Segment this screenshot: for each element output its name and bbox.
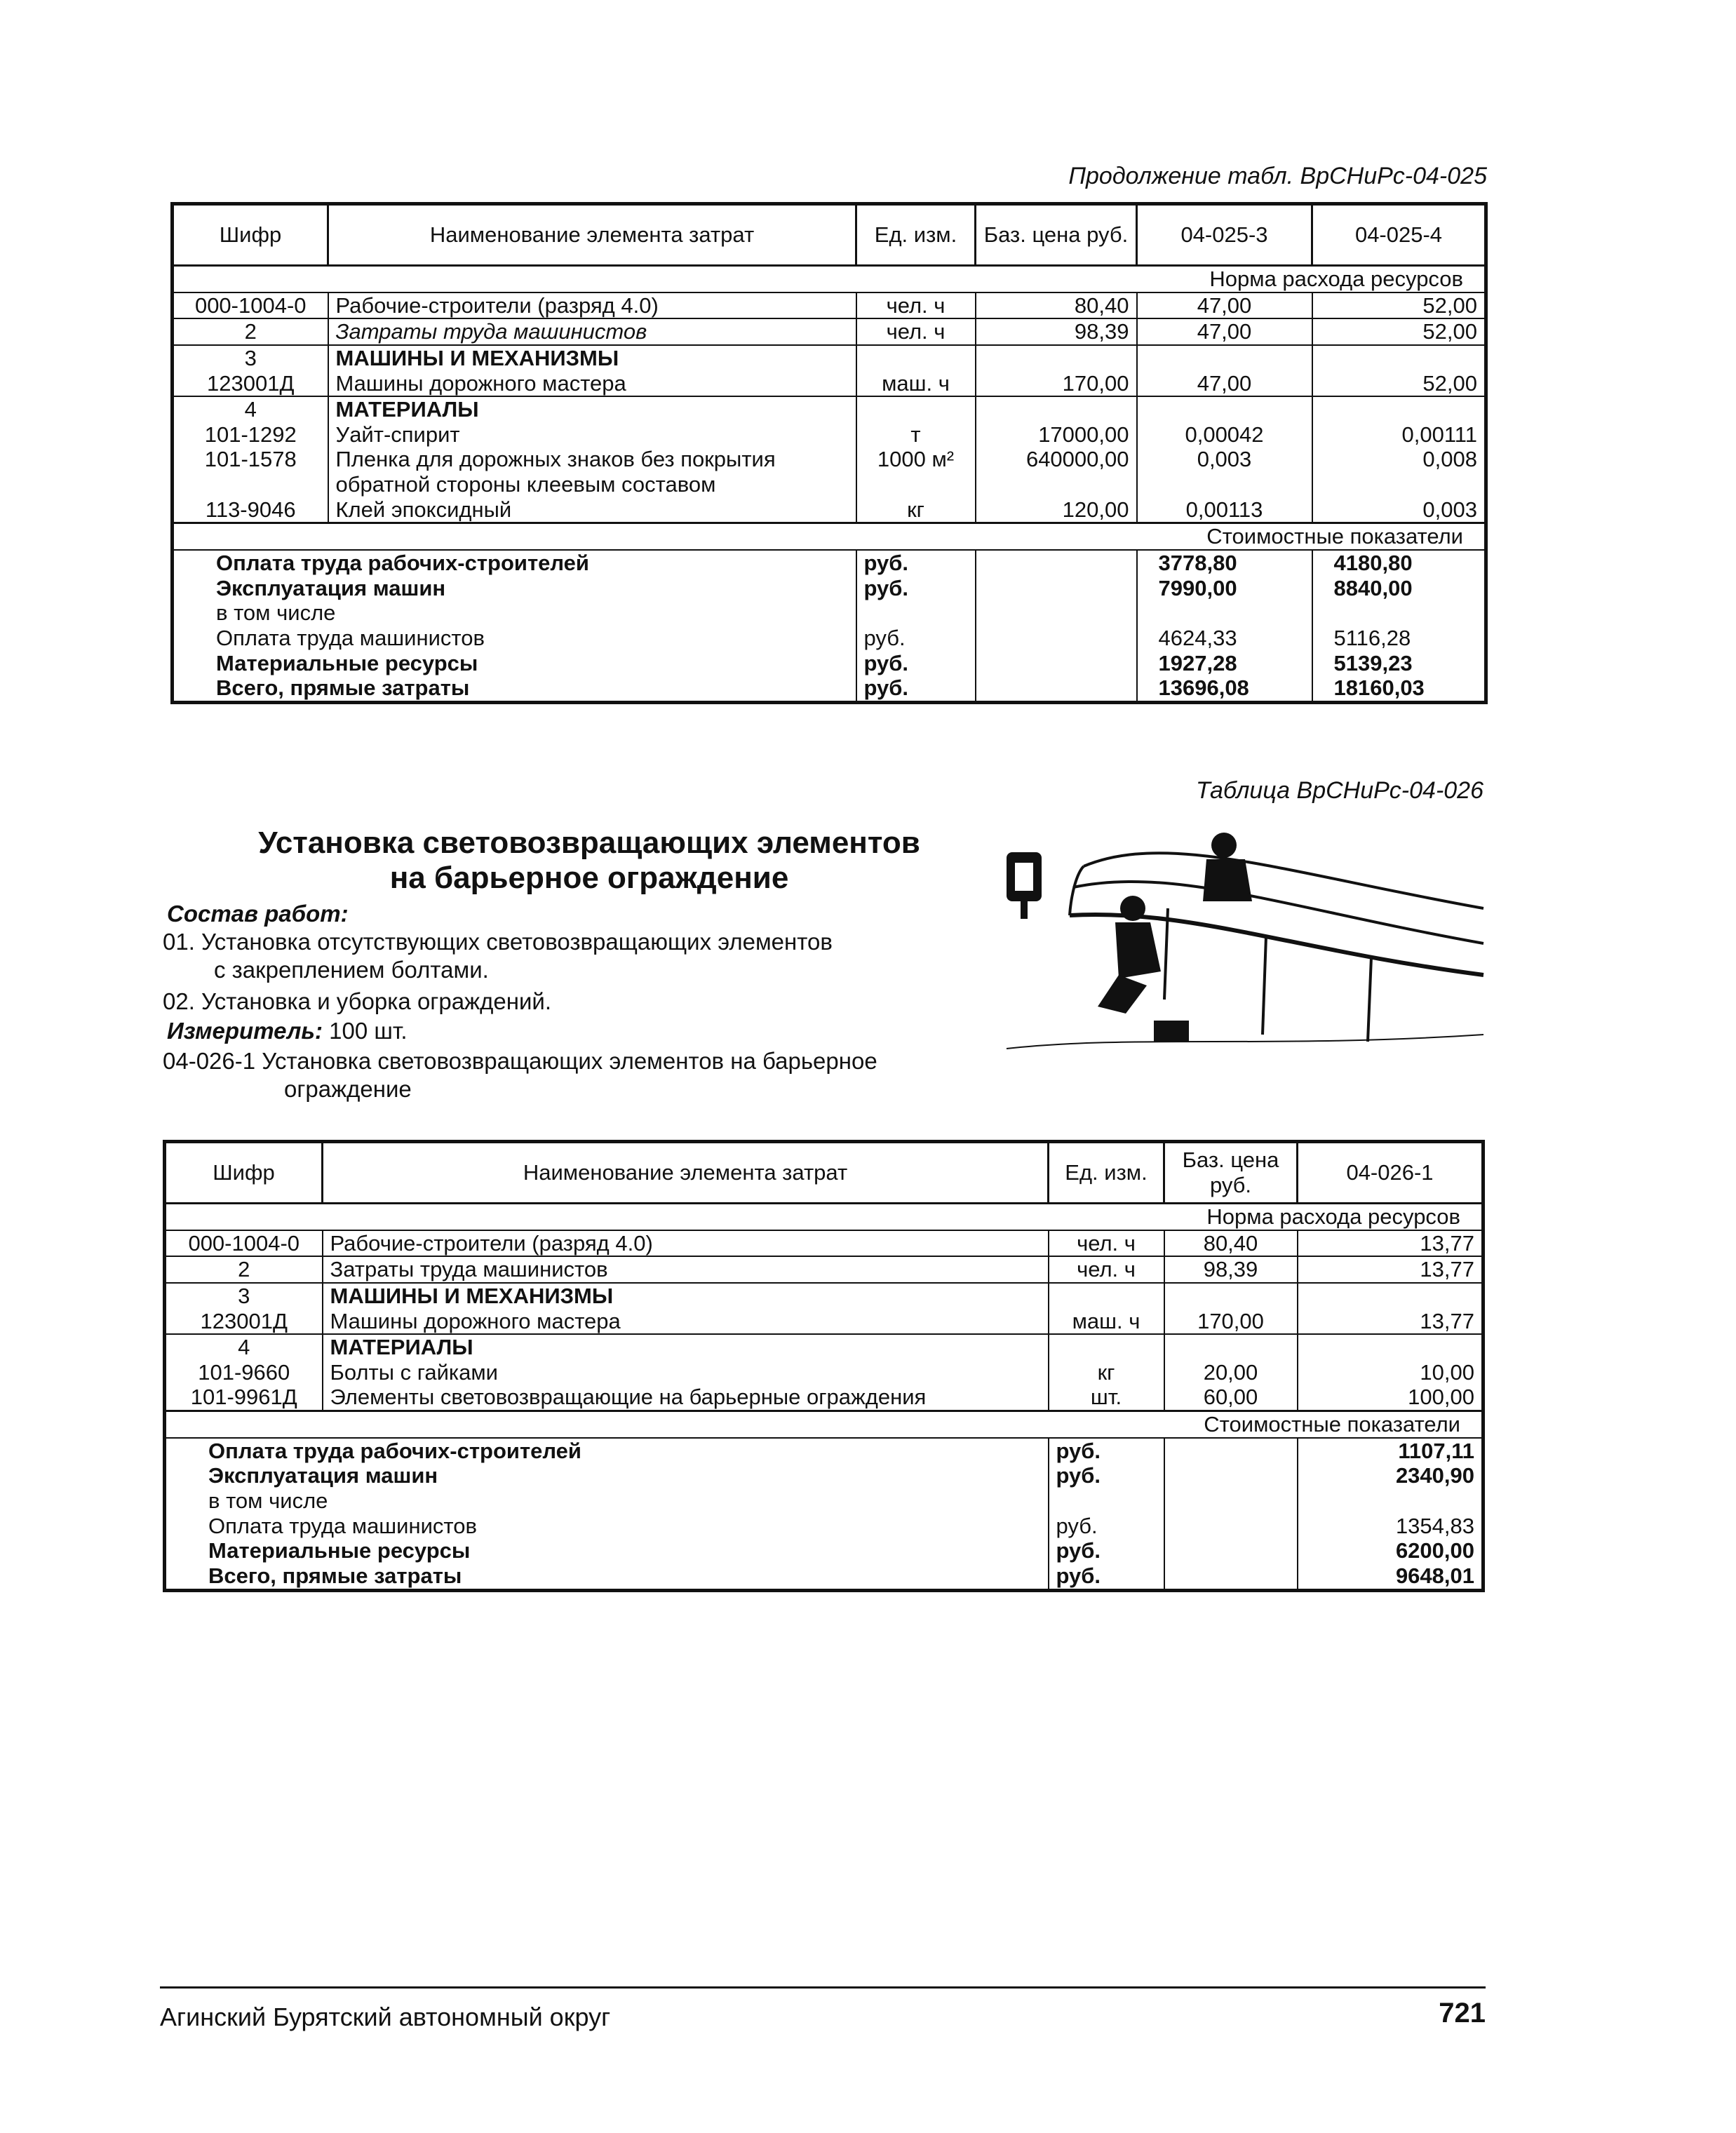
table-row <box>165 1334 1483 1360</box>
work-composition-label <box>167 900 349 928</box>
cost-row <box>165 1488 1483 1514</box>
row-value-a: 13,77 <box>1298 1230 1483 1257</box>
cost-value-a <box>1137 600 1312 626</box>
row-unit <box>856 472 976 497</box>
row-unit: чел. ч <box>1049 1230 1164 1257</box>
col-header-name: Наименование элемента затрат <box>323 1142 1049 1204</box>
cost-unit: руб. <box>1049 1538 1164 1563</box>
estimate-table-04-026 <box>163 1140 1485 1592</box>
cost-value-b: 5116,28 <box>1312 626 1486 651</box>
work-item-text: Установка отсутствующих световозвращающих элементов <box>201 929 833 955</box>
row-price <box>1164 1283 1298 1309</box>
item-continuation: ограждение <box>284 1076 412 1102</box>
cost-price <box>1164 1538 1298 1563</box>
cost-section-row <box>173 523 1486 550</box>
row-unit: маш. ч <box>856 371 976 397</box>
row-code: 113-9046 <box>173 497 328 523</box>
item-code: 04-026-1 <box>163 1048 256 1074</box>
meter-label: Измеритель: <box>167 1018 323 1044</box>
row-unit <box>1049 1283 1164 1309</box>
row-price: 60,00 <box>1164 1385 1298 1411</box>
row-unit <box>856 396 976 422</box>
row-value-a: 13,77 <box>1298 1309 1483 1335</box>
cost-name: Оплата труда машинистов <box>173 626 856 651</box>
cost-value-b <box>1312 600 1486 626</box>
row-name: Затраты труда машинистов <box>328 318 856 345</box>
cost-name: в том числе <box>173 600 856 626</box>
table-row <box>165 1283 1483 1309</box>
row-code: 123001Д <box>165 1309 323 1335</box>
table2-header-row <box>165 1142 1483 1204</box>
col-header-code: Шифр <box>173 204 328 266</box>
table-row <box>173 318 1486 345</box>
cost-row <box>165 1463 1483 1488</box>
barrier-sign-icon <box>1007 852 1042 919</box>
row-price: 640000,00 <box>976 447 1137 472</box>
cost-row <box>173 576 1486 601</box>
row-price <box>1164 1334 1298 1360</box>
row-value-a: 10,00 <box>1298 1360 1483 1385</box>
row-name: Машины дорожного мастера <box>328 371 856 397</box>
barrier-posts <box>1164 908 1371 1042</box>
row-unit: шт. <box>1049 1385 1164 1411</box>
cost-value-a: 1107,11 <box>1298 1438 1483 1464</box>
cost-price <box>976 675 1137 702</box>
cost-price <box>1164 1514 1298 1539</box>
cost-unit: руб. <box>856 550 976 576</box>
row-price <box>976 396 1137 422</box>
row-value-a: 47,00 <box>1137 318 1312 345</box>
col-header-price: Баз. цена руб. <box>976 204 1137 266</box>
row-price <box>976 472 1137 497</box>
row-value-a: 47,00 <box>1137 371 1312 397</box>
work-item <box>163 988 551 1016</box>
row-name: Рабочие-строители (разряд 4.0) <box>328 292 856 319</box>
work-item-number: 02. <box>163 988 195 1014</box>
row-name: Элементы световозвращающие на барьерные ограждения <box>323 1385 1049 1411</box>
row-price: 120,00 <box>976 497 1137 523</box>
row-price: 20,00 <box>1164 1360 1298 1385</box>
row-value-a <box>1298 1334 1483 1360</box>
cost-unit: руб. <box>1049 1563 1164 1590</box>
row-name: Пленка для дорожных знаков без покрытия <box>328 447 856 472</box>
table2-caption: Таблица ВрСНиРс-04-026 <box>1195 777 1483 804</box>
cost-unit <box>1049 1488 1164 1514</box>
cost-value-a: 7990,00 <box>1137 576 1312 601</box>
col-header-04-026-1: 04-026-1 <box>1298 1142 1483 1204</box>
table-row <box>165 1309 1483 1335</box>
work-item-text: Установка и уборка ограждений. <box>201 988 551 1014</box>
row-name: Клей эпоксидный <box>328 497 856 523</box>
table1-header-row <box>173 204 1486 266</box>
work-item-continuation: с закреплением болтами. <box>214 957 489 983</box>
cost-unit: руб. <box>856 651 976 676</box>
work-item-number: 01. <box>163 929 195 955</box>
norm-section-label: Норма расхода ресурсов <box>173 266 1486 292</box>
row-code <box>173 472 328 497</box>
table-row <box>173 371 1486 397</box>
row-code: 101-1578 <box>173 447 328 472</box>
cost-name: в том числе <box>165 1488 1049 1514</box>
cost-price <box>976 600 1137 626</box>
cost-section-row <box>165 1411 1483 1438</box>
cost-row <box>165 1538 1483 1563</box>
table-row <box>173 396 1486 422</box>
row-value-a: 0,003 <box>1137 447 1312 472</box>
row-name: МАТЕРИАЛЫ <box>323 1334 1049 1360</box>
row-code: 000-1004-0 <box>173 292 328 319</box>
meter-value: 100 шт. <box>329 1018 408 1044</box>
norm-section-row <box>165 1204 1483 1230</box>
row-code: 3 <box>165 1283 323 1309</box>
cost-name: Всего, прямые затраты <box>173 675 856 702</box>
cost-price <box>1164 1488 1298 1514</box>
table-row <box>165 1385 1483 1411</box>
cost-name: Эксплуатация машин <box>173 576 856 601</box>
row-value-b: 52,00 <box>1312 292 1486 319</box>
toolbox-icon <box>1154 1021 1189 1042</box>
page-number: 721 <box>1439 1998 1486 2028</box>
row-price: 170,00 <box>1164 1309 1298 1335</box>
col-header-unit: Ед. изм. <box>856 204 976 266</box>
row-code: 4 <box>173 396 328 422</box>
row-value-b: 52,00 <box>1312 371 1486 397</box>
item-line <box>163 1047 877 1075</box>
cost-price <box>976 576 1137 601</box>
table-row <box>173 497 1486 523</box>
row-unit: т <box>856 422 976 448</box>
meter-line <box>167 1017 408 1045</box>
row-name: Рабочие-строители (разряд 4.0) <box>323 1230 1049 1257</box>
row-value-a <box>1137 396 1312 422</box>
work-label: Состав работ: <box>167 901 349 927</box>
row-unit: 1000 м² <box>856 447 976 472</box>
table1-caption: Продолжение табл. ВрСНиРс-04-025 <box>1068 163 1487 189</box>
row-unit: кг <box>856 497 976 523</box>
row-unit: чел. ч <box>1049 1256 1164 1283</box>
row-name: МАШИНЫ И МЕХАНИЗМЫ <box>328 345 856 371</box>
norm-section-label: Норма расхода ресурсов <box>165 1204 1483 1230</box>
row-code: 2 <box>173 318 328 345</box>
row-code: 000-1004-0 <box>165 1230 323 1257</box>
cost-value-a: 1354,83 <box>1298 1514 1483 1539</box>
row-unit: маш. ч <box>1049 1309 1164 1335</box>
cost-value-b: 18160,03 <box>1312 675 1486 702</box>
cost-price <box>976 550 1137 576</box>
cost-value-a: 6200,00 <box>1298 1538 1483 1563</box>
row-code: 2 <box>165 1256 323 1283</box>
row-value-a: 0,00113 <box>1137 497 1312 523</box>
table-row <box>165 1230 1483 1257</box>
cost-name: Оплата труда машинистов <box>165 1514 1049 1539</box>
workers-barrier-illustration <box>993 824 1498 1063</box>
row-value-b: 0,008 <box>1312 447 1486 472</box>
row-name: МАТЕРИАЛЫ <box>328 396 856 422</box>
row-name: Болты с гайками <box>323 1360 1049 1385</box>
table-row <box>165 1256 1483 1283</box>
row-code: 4 <box>165 1334 323 1360</box>
row-price <box>976 345 1137 371</box>
row-price: 98,39 <box>1164 1256 1298 1283</box>
cost-row <box>173 550 1486 576</box>
cost-value-a: 4624,33 <box>1137 626 1312 651</box>
row-code: 101-9660 <box>165 1360 323 1385</box>
col-header-price: Баз. цена руб. <box>1164 1142 1298 1204</box>
section-title-line2: на барьерное ограждение <box>389 861 789 895</box>
cost-value-b: 5139,23 <box>1312 651 1486 676</box>
row-unit: чел. ч <box>856 318 976 345</box>
cost-unit: руб. <box>1049 1463 1164 1488</box>
cost-value-a: 13696,08 <box>1137 675 1312 702</box>
cost-value-a <box>1298 1488 1483 1514</box>
cost-unit <box>856 600 976 626</box>
row-price: 170,00 <box>976 371 1137 397</box>
cost-row <box>165 1514 1483 1539</box>
row-unit <box>856 345 976 371</box>
table-row <box>173 447 1486 472</box>
cost-value-a: 9648,01 <box>1298 1563 1483 1590</box>
cost-unit: руб. <box>1049 1514 1164 1539</box>
row-value-b <box>1312 472 1486 497</box>
cost-unit: руб. <box>856 576 976 601</box>
row-name: МАШИНЫ И МЕХАНИЗМЫ <box>323 1283 1049 1309</box>
cost-name: Всего, прямые затраты <box>165 1563 1049 1590</box>
row-name: Машины дорожного мастера <box>323 1309 1049 1335</box>
col-header-code: Шифр <box>165 1142 323 1204</box>
cost-section-label: Стоимостные показатели <box>165 1411 1483 1438</box>
row-value-a <box>1298 1283 1483 1309</box>
table-row <box>165 1360 1483 1385</box>
cost-value-a: 1927,28 <box>1137 651 1312 676</box>
row-name: обратной стороны клеевым составом <box>328 472 856 497</box>
row-unit <box>1049 1334 1164 1360</box>
cost-name: Оплата труда рабочих-строителей <box>165 1438 1049 1464</box>
row-name: Уайт-спирит <box>328 422 856 448</box>
col-header-04-025-3: 04-025-3 <box>1137 204 1312 266</box>
table-row <box>173 345 1486 371</box>
table-row <box>173 422 1486 448</box>
table-row <box>173 472 1486 497</box>
cost-unit: руб. <box>1049 1438 1164 1464</box>
row-code: 101-9961Д <box>165 1385 323 1411</box>
cost-name: Эксплуатация машин <box>165 1463 1049 1488</box>
row-code: 123001Д <box>173 371 328 397</box>
section-title-line1: Установка световозвращающих элементов <box>258 826 920 860</box>
row-price: 17000,00 <box>976 422 1137 448</box>
row-value-b <box>1312 345 1486 371</box>
estimate-table-04-025 <box>170 202 1488 704</box>
cost-price <box>976 651 1137 676</box>
row-price: 80,40 <box>1164 1230 1298 1257</box>
cost-price <box>976 626 1137 651</box>
cost-value-b: 8840,00 <box>1312 576 1486 601</box>
row-code: 101-1292 <box>173 422 328 448</box>
cost-row <box>173 675 1486 702</box>
worker-standing-icon <box>1203 833 1252 901</box>
row-value-b: 0,00111 <box>1312 422 1486 448</box>
cost-section-label: Стоимостные показатели <box>173 523 1486 550</box>
cost-unit: руб. <box>856 675 976 702</box>
row-value-a: 47,00 <box>1137 292 1312 319</box>
work-item <box>163 928 833 956</box>
cost-row <box>165 1563 1483 1590</box>
cost-row <box>173 626 1486 651</box>
cost-value-b: 4180,80 <box>1312 550 1486 576</box>
row-value-b: 52,00 <box>1312 318 1486 345</box>
table-row <box>173 292 1486 319</box>
col-header-unit: Ед. изм. <box>1049 1142 1164 1204</box>
row-name: Затраты труда машинистов <box>323 1256 1049 1283</box>
row-price: 98,39 <box>976 318 1137 345</box>
cost-name: Материальные ресурсы <box>173 651 856 676</box>
row-value-a: 100,00 <box>1298 1385 1483 1411</box>
row-unit: чел. ч <box>856 292 976 319</box>
cost-row <box>165 1438 1483 1464</box>
cost-price <box>1164 1438 1298 1464</box>
cost-value-a: 2340,90 <box>1298 1463 1483 1488</box>
row-code: 3 <box>173 345 328 371</box>
row-price: 80,40 <box>976 292 1137 319</box>
cost-value-a: 3778,80 <box>1137 550 1312 576</box>
row-value-a: 13,77 <box>1298 1256 1483 1283</box>
cost-price <box>1164 1563 1298 1590</box>
row-value-b: 0,003 <box>1312 497 1486 523</box>
row-unit: кг <box>1049 1360 1164 1385</box>
norm-section-row <box>173 266 1486 292</box>
footer-rule <box>160 1986 1486 1989</box>
cost-unit: руб. <box>856 626 976 651</box>
col-header-04-025-4: 04-025-4 <box>1312 204 1486 266</box>
col-header-name: Наименование элемента затрат <box>328 204 856 266</box>
row-value-a <box>1137 345 1312 371</box>
item-text: Установка световозвращающих элементов на барьерное <box>262 1048 877 1074</box>
cost-row <box>173 600 1486 626</box>
cost-name: Материальные ресурсы <box>165 1538 1049 1563</box>
cost-price <box>1164 1463 1298 1488</box>
row-value-a <box>1137 472 1312 497</box>
row-value-a: 0,00042 <box>1137 422 1312 448</box>
cost-name: Оплата труда рабочих-строителей <box>173 550 856 576</box>
row-value-b <box>1312 396 1486 422</box>
cost-row <box>173 651 1486 676</box>
footer-region: Агинский Бурятский автономный округ <box>160 2003 611 2031</box>
